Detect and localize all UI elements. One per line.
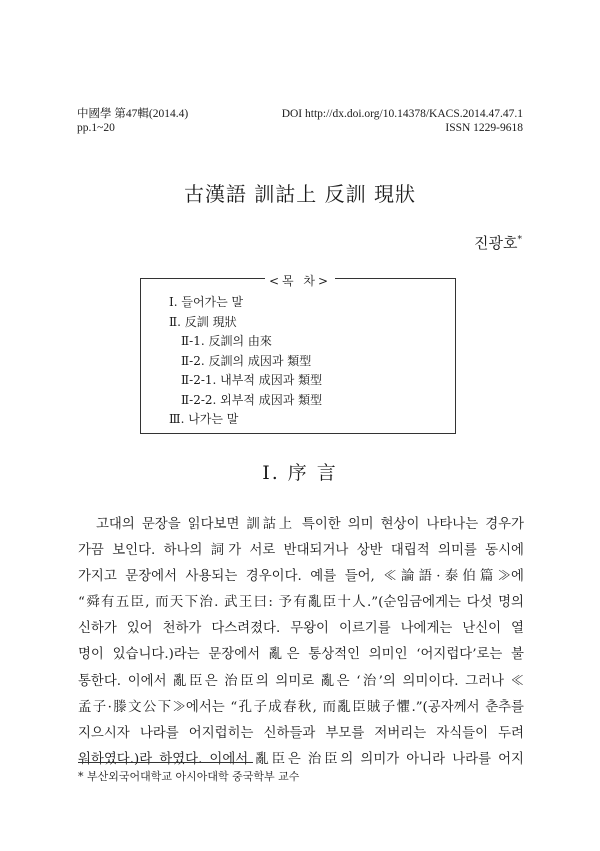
- author-footnote-mark: *: [517, 235, 522, 245]
- body-line: 가지고 문장에서 사용되는 경우이다. 예를 들어, ≪論語·泰伯篇≫에: [78, 569, 524, 585]
- body-line: 孟子·滕文公下≫에서는 “孔子成春秋, 而亂臣賊子懼.”(공자께서 춘추를: [78, 699, 524, 715]
- body-line: 가끔 보인다. 하나의 詞가 서로 반대되거나 상반 대립적 의미를 동시에: [78, 543, 524, 559]
- footnote-divider: [78, 762, 253, 763]
- body-line: 통한다. 이에서 亂臣은 治臣의 의미로 亂은 ‘治’의 의미이다. 그러나 ≪: [78, 673, 524, 689]
- toc-list: [169, 293, 322, 430]
- page-range: pp.1~20: [77, 122, 115, 134]
- body-line: 고대의 문장을 읽다보면 訓詁上 특이한 의미 현상이 나타나는 경우가: [96, 517, 524, 532]
- journal-issue: 中國學 第47輯(2014.4): [77, 108, 189, 120]
- toc-item: Ⅰ. 들어가는 말: [169, 295, 244, 309]
- author: [474, 232, 522, 253]
- toc-item: Ⅱ-2-1. 내부적 成因과 類型: [181, 373, 323, 387]
- toc-item: Ⅱ-2-2. 외부적 成因과 類型: [181, 392, 323, 407]
- body-line: 신하가 있어 천하가 다스려졌다. 무왕이 이르기를 나에게는 난신이 열: [78, 621, 524, 637]
- toc-heading-text: <목 차>: [265, 274, 335, 288]
- author-name: 진광호: [474, 234, 518, 252]
- body-paragraph: [78, 512, 524, 773]
- issn: ISSN 1229-9618: [445, 122, 523, 134]
- toc-heading: [0, 270, 600, 289]
- body-line: 명이 있습니다.)라는 문장에서 亂은 통상적인 의미인 ‘어지럽다’로는 불: [78, 647, 524, 663]
- footnote: * 부산외국어대학교 아시아대학 중국학부 교수: [78, 770, 300, 783]
- toc-item: Ⅱ. 反訓 現狀: [169, 314, 237, 329]
- toc-item: Ⅱ-1. 反訓의 由來: [181, 334, 272, 348]
- journal-header: [77, 107, 188, 135]
- doi-header: [282, 107, 523, 135]
- body-line: 워하였다.)라 하였다. 이에서 亂臣은 治臣의 의미가 아니라 나라를 어지: [78, 751, 524, 767]
- paper-title: 古漢語 訓詁上 反訓 現狀: [183, 182, 417, 206]
- body-line: 지으시자 나라를 어지럽히는 신하들과 부모를 저버리는 자식들이 두려: [78, 725, 524, 741]
- section-title: Ⅰ. 序 言: [262, 462, 338, 484]
- toc-item: Ⅲ. 나가는 말: [169, 412, 239, 426]
- toc-item: Ⅱ-2. 反訓의 成因과 類型: [181, 353, 312, 368]
- doi-link[interactable]: DOI http://dx.doi.org/10.14378/KACS.2014.47.47.1: [281, 108, 523, 120]
- table-of-contents: [140, 278, 456, 434]
- body-line: “舜有五臣, 而天下治. 武王曰: 予有亂臣十人.”(순임금에게는 다섯 명의: [78, 595, 524, 611]
